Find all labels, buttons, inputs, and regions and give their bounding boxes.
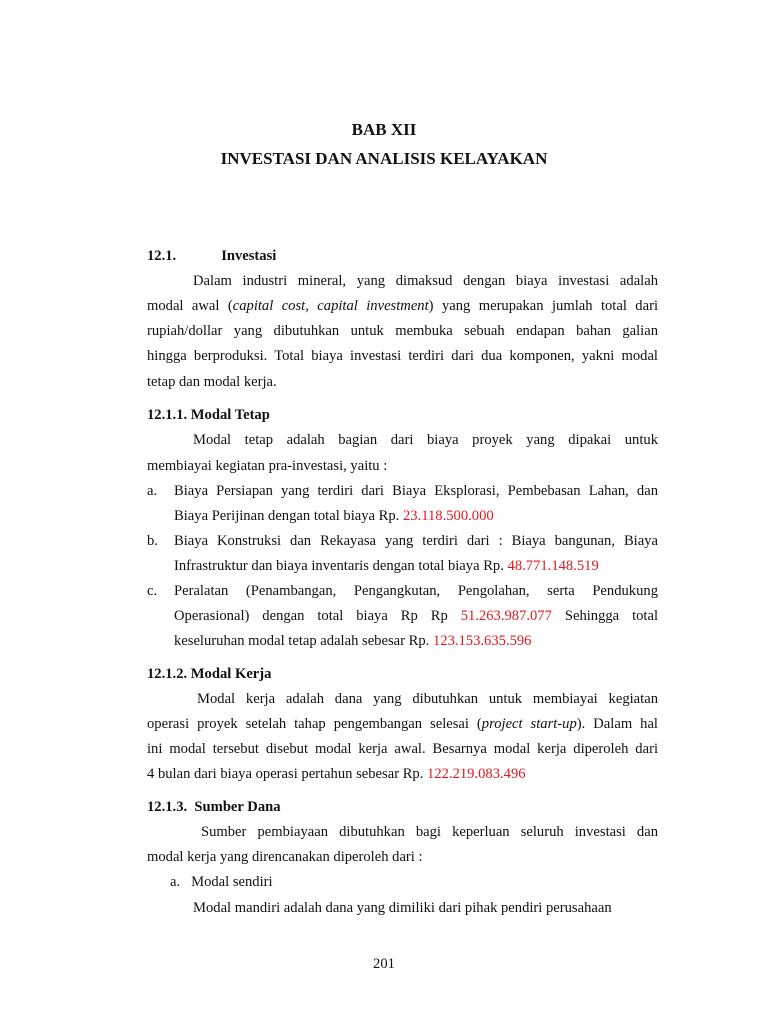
- section-12-1-heading: [147, 247, 658, 265]
- list-item-label: Modal sendiri: [191, 874, 273, 890]
- paragraph-line: 4 bulan dari biaya operasi pertahun sebesar Rp. 122.219.083.496: [147, 766, 526, 782]
- paragraph-line: membiayai kegiatan pra-investasi, yaitu :: [147, 458, 388, 474]
- total-value: 123.153.635.596: [432, 633, 532, 649]
- amount-value: 23.118.500.000: [403, 508, 494, 524]
- section-12-1-1-heading: 12.1.1. Modal Tetap: [147, 407, 270, 423]
- list-item-line: [170, 873, 681, 891]
- paragraph-line: Dalam industri mineral, yang dimaksud dengan biaya investasi adalah: [193, 273, 658, 289]
- list-item-line: Biaya Konstruksi dan Rekayasa yang terdiri dari : Biaya bangunan, Biaya: [174, 533, 658, 549]
- paragraph-line: Modal tetap adalah bagian dari biaya proyek yang dipakai untuk: [193, 432, 658, 448]
- list-item-line: Biaya Perijinan dengan total biaya Rp. 23.118.500.000: [174, 508, 494, 524]
- section-number: 12.1.: [147, 248, 177, 264]
- paragraph-line: Modal mandiri adalah dana yang dimiliki dari pihak pendiri perusahaan: [193, 900, 612, 916]
- italic-term: project start-up: [481, 716, 577, 732]
- paragraph-line: modal kerja yang direncanakan diperoleh dari :: [147, 849, 423, 865]
- italic-term: capital cost, capital investment: [232, 298, 429, 314]
- chapter-number: BAB XII: [351, 120, 417, 139]
- list-marker: b.: [147, 533, 158, 549]
- list-item-line: Infrastruktur dan biaya inventaris dengan total biaya Rp. 48.771.148.519: [174, 558, 599, 574]
- section-12-1-2-heading: 12.1.2. Modal Kerja: [147, 666, 272, 682]
- paragraph-line: operasi proyek setelah tahap pengembangan selesai (project start-up). Dalam hal: [147, 716, 658, 732]
- paragraph-line: ini modal tersebut disebut modal kerja awal. Besarnya modal kerja diperoleh dari: [147, 741, 658, 757]
- amount-value: 122.219.083.496: [427, 766, 526, 782]
- list-marker: a.: [147, 483, 158, 499]
- list-item-line: Peralatan (Penambangan, Pengangkutan, Pengolahan, serta Pendukung: [174, 583, 658, 599]
- list-marker: c.: [147, 583, 158, 599]
- page-number: 201: [373, 956, 395, 972]
- paragraph-line: tetap dan modal kerja.: [147, 374, 277, 390]
- paragraph-line: Sumber pembiayaan dibutuhkan bagi keperluan seluruh investasi dan: [201, 824, 658, 840]
- amount-value: 51.263.987.077: [460, 608, 552, 624]
- paragraph-line: hingga berproduksi. Total biaya investasi terdiri dari dua komponen, yakni modal: [147, 348, 658, 364]
- amount-value: 48.771.148.519: [507, 558, 599, 574]
- list-item-line: keseluruhan modal tetap adalah sebesar Rp. 123.153.635.596: [174, 633, 532, 649]
- section-title: Investasi: [221, 248, 277, 264]
- chapter-title: INVESTASI DAN ANALISIS KELAYAKAN: [220, 149, 548, 168]
- paragraph-line: Modal kerja adalah dana yang dibutuhkan untuk membiayai kegiatan: [197, 691, 658, 707]
- list-item-line: Biaya Persiapan yang terdiri dari Biaya Eksplorasi, Pembebasan Lahan, dan: [174, 483, 658, 499]
- paragraph-line: rupiah/dollar yang dibutuhkan untuk membuka sebuah endapan bahan galian: [147, 323, 658, 339]
- paragraph-line: modal awal (capital cost, capital investment) yang merupakan jumlah total dari: [147, 298, 658, 314]
- list-item-line: Operasional) dengan total biaya Rp Rp 51.263.987.077 Sehingga total: [174, 608, 659, 624]
- list-marker: a.: [170, 874, 181, 890]
- section-12-1-3-heading: 12.1.3. Sumber Dana: [147, 799, 281, 815]
